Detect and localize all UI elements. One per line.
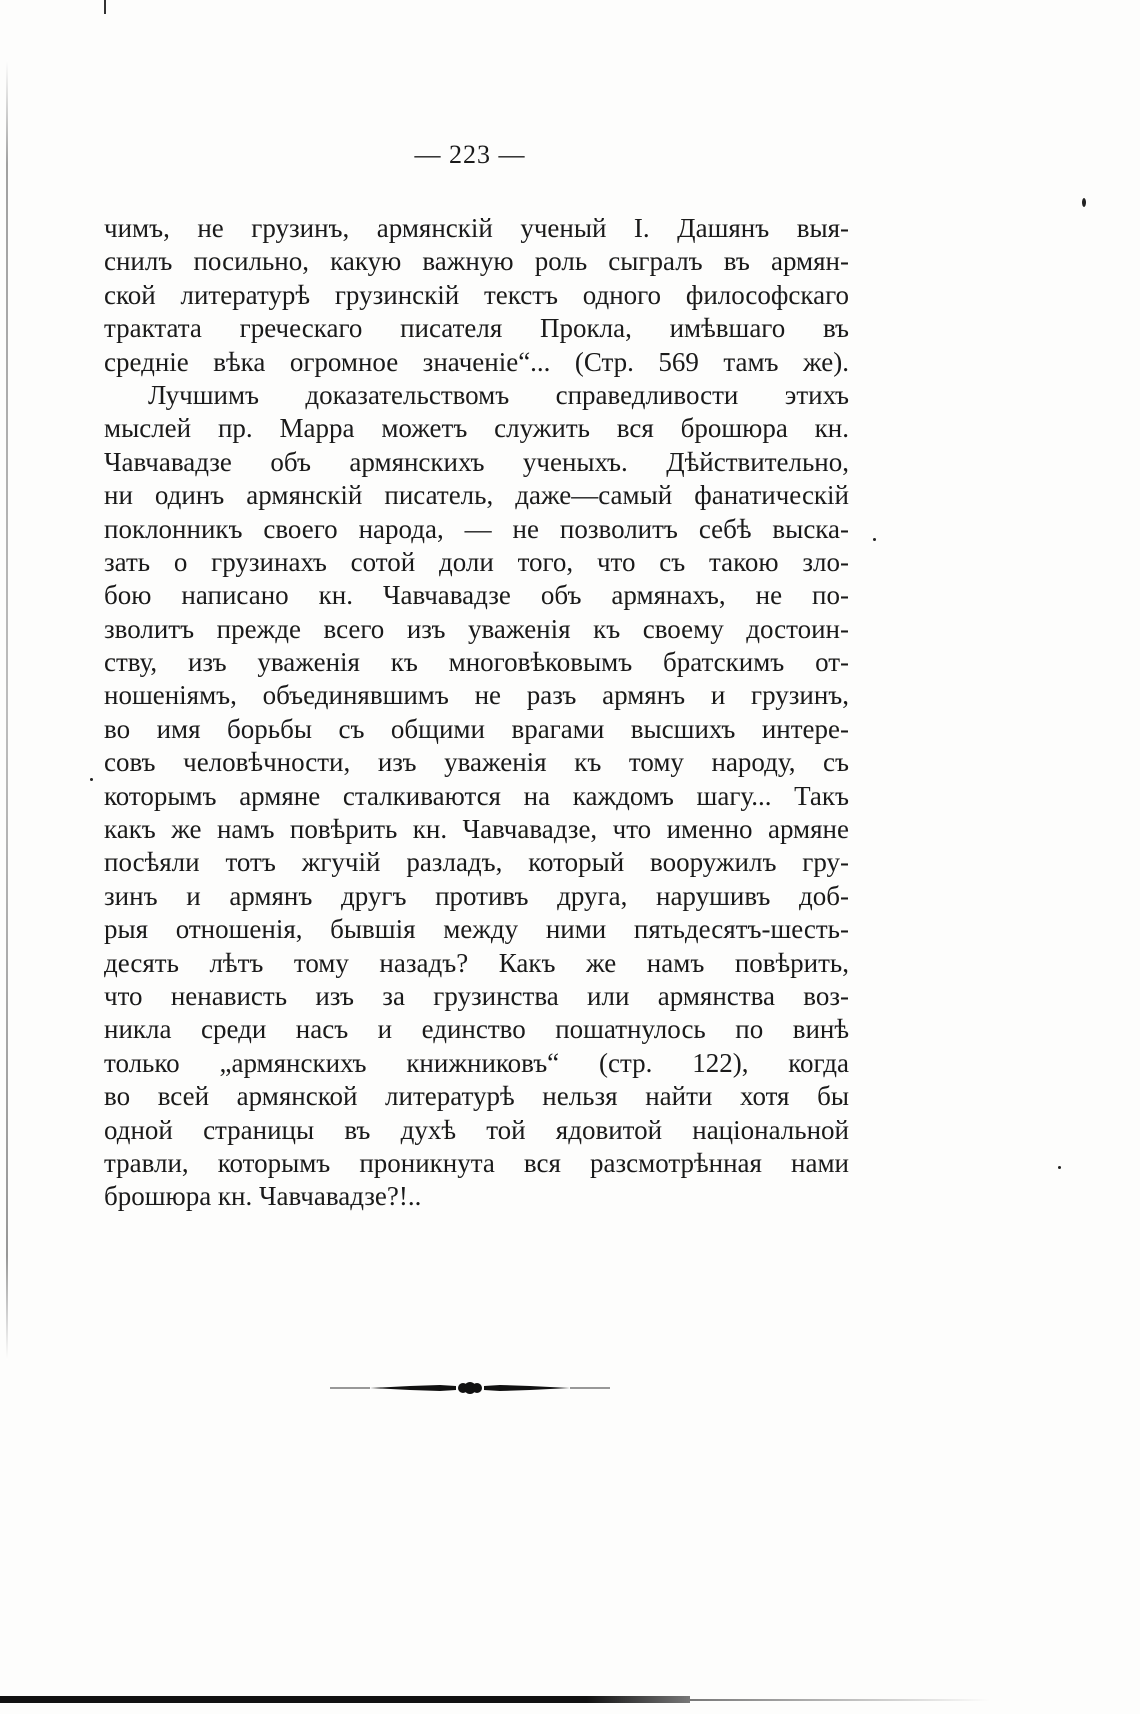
text-line: чимъ, не грузинъ, армянскій ученый I. Дашянъ выя-	[104, 213, 849, 243]
scan-artifact-left-edge	[6, 60, 8, 1360]
scan-speck	[873, 538, 876, 541]
scan-speck	[1058, 1166, 1061, 1169]
text-line: одной страницы въ духѣ той ядовитой національной	[104, 1114, 849, 1145]
scan-artifact-top	[104, 0, 106, 14]
page-number: — 223 —	[414, 140, 526, 169]
paragraph-start-line: Лучшимъ доказательствомъ справедливости этихъ	[148, 379, 849, 410]
text-line: никла среди насъ и единство пошатнулось по винѣ	[104, 1014, 849, 1045]
text-line: совъ человѣчности, изъ уваженія къ тому народу, съ	[104, 747, 849, 778]
scan-artifact-bottom-fade	[690, 1699, 990, 1701]
text-line: зать о грузинахъ сотой доли того, что съ такою зло-	[104, 546, 849, 577]
text-line: что ненависть изъ за грузинства или армянства воз-	[104, 980, 849, 1011]
text-line: зинъ и армянъ другъ противъ друга, нарушивъ доб-	[104, 880, 849, 911]
text-line: зволитъ прежде всего изъ уваженія къ своему достоин-	[104, 613, 849, 644]
body-text	[104, 212, 849, 1214]
scan-artifact-bottom-bar	[0, 1696, 690, 1703]
text-line: во имя борьбы съ общими врагами высшихъ интере-	[104, 713, 849, 744]
text-line: бою написано кн. Чавчавадзе объ армянахъ, не по-	[104, 580, 849, 611]
text-line: мыслей пр. Марра можетъ служить вся брошюра кн.	[104, 413, 849, 444]
text-line: ни одинъ армянскій писатель, даже—самый фанатическій	[104, 480, 849, 511]
text-line: средніе вѣка огромное значеніе“... (Стр. 569 тамъ же).	[104, 346, 849, 377]
last-line: брошюра кн. Чавчавадзе?!..	[104, 1181, 422, 1212]
text-line: ской литературѣ грузинскій текстъ одного философскаго	[104, 279, 849, 310]
text-line: ношеніямъ, объединявшимъ не разъ армянъ и грузинъ,	[104, 680, 849, 711]
text-line: только „армянскихъ книжниковъ“ (стр. 122), когда	[104, 1047, 849, 1078]
ornament-divider-icon	[330, 1378, 610, 1398]
text-line: Чавчавадзе объ армянскихъ ученыхъ. Дѣйствительно,	[104, 446, 849, 477]
text-line: которымъ армяне сталкиваются на каждомъ шагу... Такъ	[104, 780, 849, 811]
text-line: какъ же намъ повѣрить кн. Чавчавадзе, что именно армяне	[104, 814, 849, 845]
scan-speck	[90, 778, 93, 781]
text-line: травли, которымъ проникнута вся разсмотрѣнная нами	[104, 1147, 849, 1178]
text-line: ству, изъ уваженія къ многовѣковымъ братскимъ от-	[104, 647, 849, 678]
text-line: во всей армянской литературѣ нельзя найти хотя бы	[104, 1081, 849, 1112]
text-line: трактата греческаго писателя Прокла, имѣвшаго въ	[104, 313, 849, 344]
text-line: снилъ посильно, какую важную роль сыгралъ въ армян-	[104, 246, 849, 277]
text-line: поклонникъ своего народа, — не позволитъ себѣ выска-	[104, 513, 849, 544]
text-line: посѣяли тотъ жгучій разладъ, который вооружилъ гру-	[104, 847, 849, 878]
scan-speck	[1082, 198, 1086, 207]
text-line: десять лѣтъ тому назадъ? Какъ же намъ повѣрить,	[104, 947, 849, 978]
text-line: рыя отношенія, бывшія между ними пятьдесятъ-шесть-	[104, 914, 849, 945]
